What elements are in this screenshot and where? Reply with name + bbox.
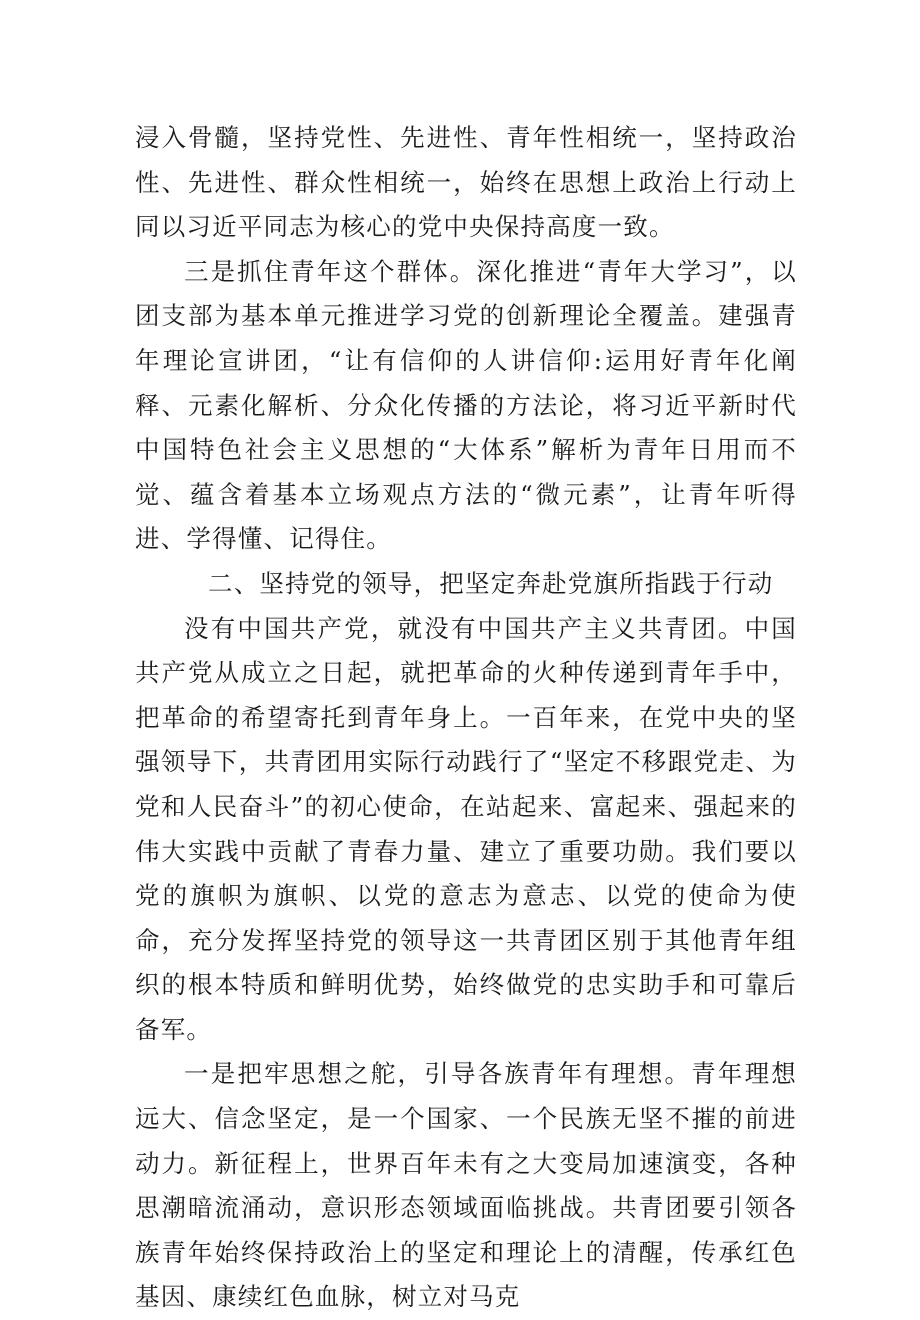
section-heading-party-leadership: 二、坚持党的领导，把坚定奔赴党旗所指践于行动 bbox=[208, 568, 774, 598]
paragraph-no-communist-party: 没有中国共产党，就没有中国共产主义共青团。中国共产党从成立之日起，就把革命的火种传递到青年手中，把革命的希望寄托到青年身上。一百年来，在党中央的坚强领导下，共青团用实际行动践行了“坚定不移跟党走、为党和人民奋斗”的初心使命，在站起来、富起来、强起来的伟大实践中贡献了青春力量、建立了重要功勋。我们要以党的旗帜为旗帜、以党的意志为意志、以党的使命为使命，充分发挥坚持党的领导这一共青团区别于其他青年组织的根本特质和鲜明优势，始终做党的忠实助手和可靠后备军。 bbox=[135, 613, 797, 1044]
document-body bbox=[135, 116, 797, 1320]
paragraph-grasp-youth-group: 三是抓住青年这个群体。深化推进“青年大学习”，以团支部为基本单元推进学习党的创新理论全覆盖。建强青年理论宣讲团，“让有信仰的人讲信仰:运用好青年化阐释、元素化解析、分众化传播的方法论，将习近平新时代中国特色社会主义思想的“大体系”解析为青年日用而不觉、蕴含着基本立场观点方法的“微元素”，让青年听得进、学得懂、记得住。 bbox=[135, 256, 797, 554]
paragraph-continuation: 浸入骨髓，坚持党性、先进性、青年性相统一，坚持政治性、先进性、群众性相统一，始终在思想上政治上行动上同以习近平同志为核心的党中央保持高度一致。 bbox=[135, 123, 797, 242]
paragraph-ideological-helm: 一是把牢思想之舵，引导各族青年有理想。青年理想远大、信念坚定，是一个国家、一个民族无坚不摧的前进动力。新征程上，世界百年未有之大变局加速演变，各种思潮暗流涌动，意识形态领域面临挑战。共青团要引领各族青年始终保持政治上的坚定和理论上的清醒，传承红色基因、康续红色血脉，树立对马克 bbox=[135, 1059, 797, 1312]
